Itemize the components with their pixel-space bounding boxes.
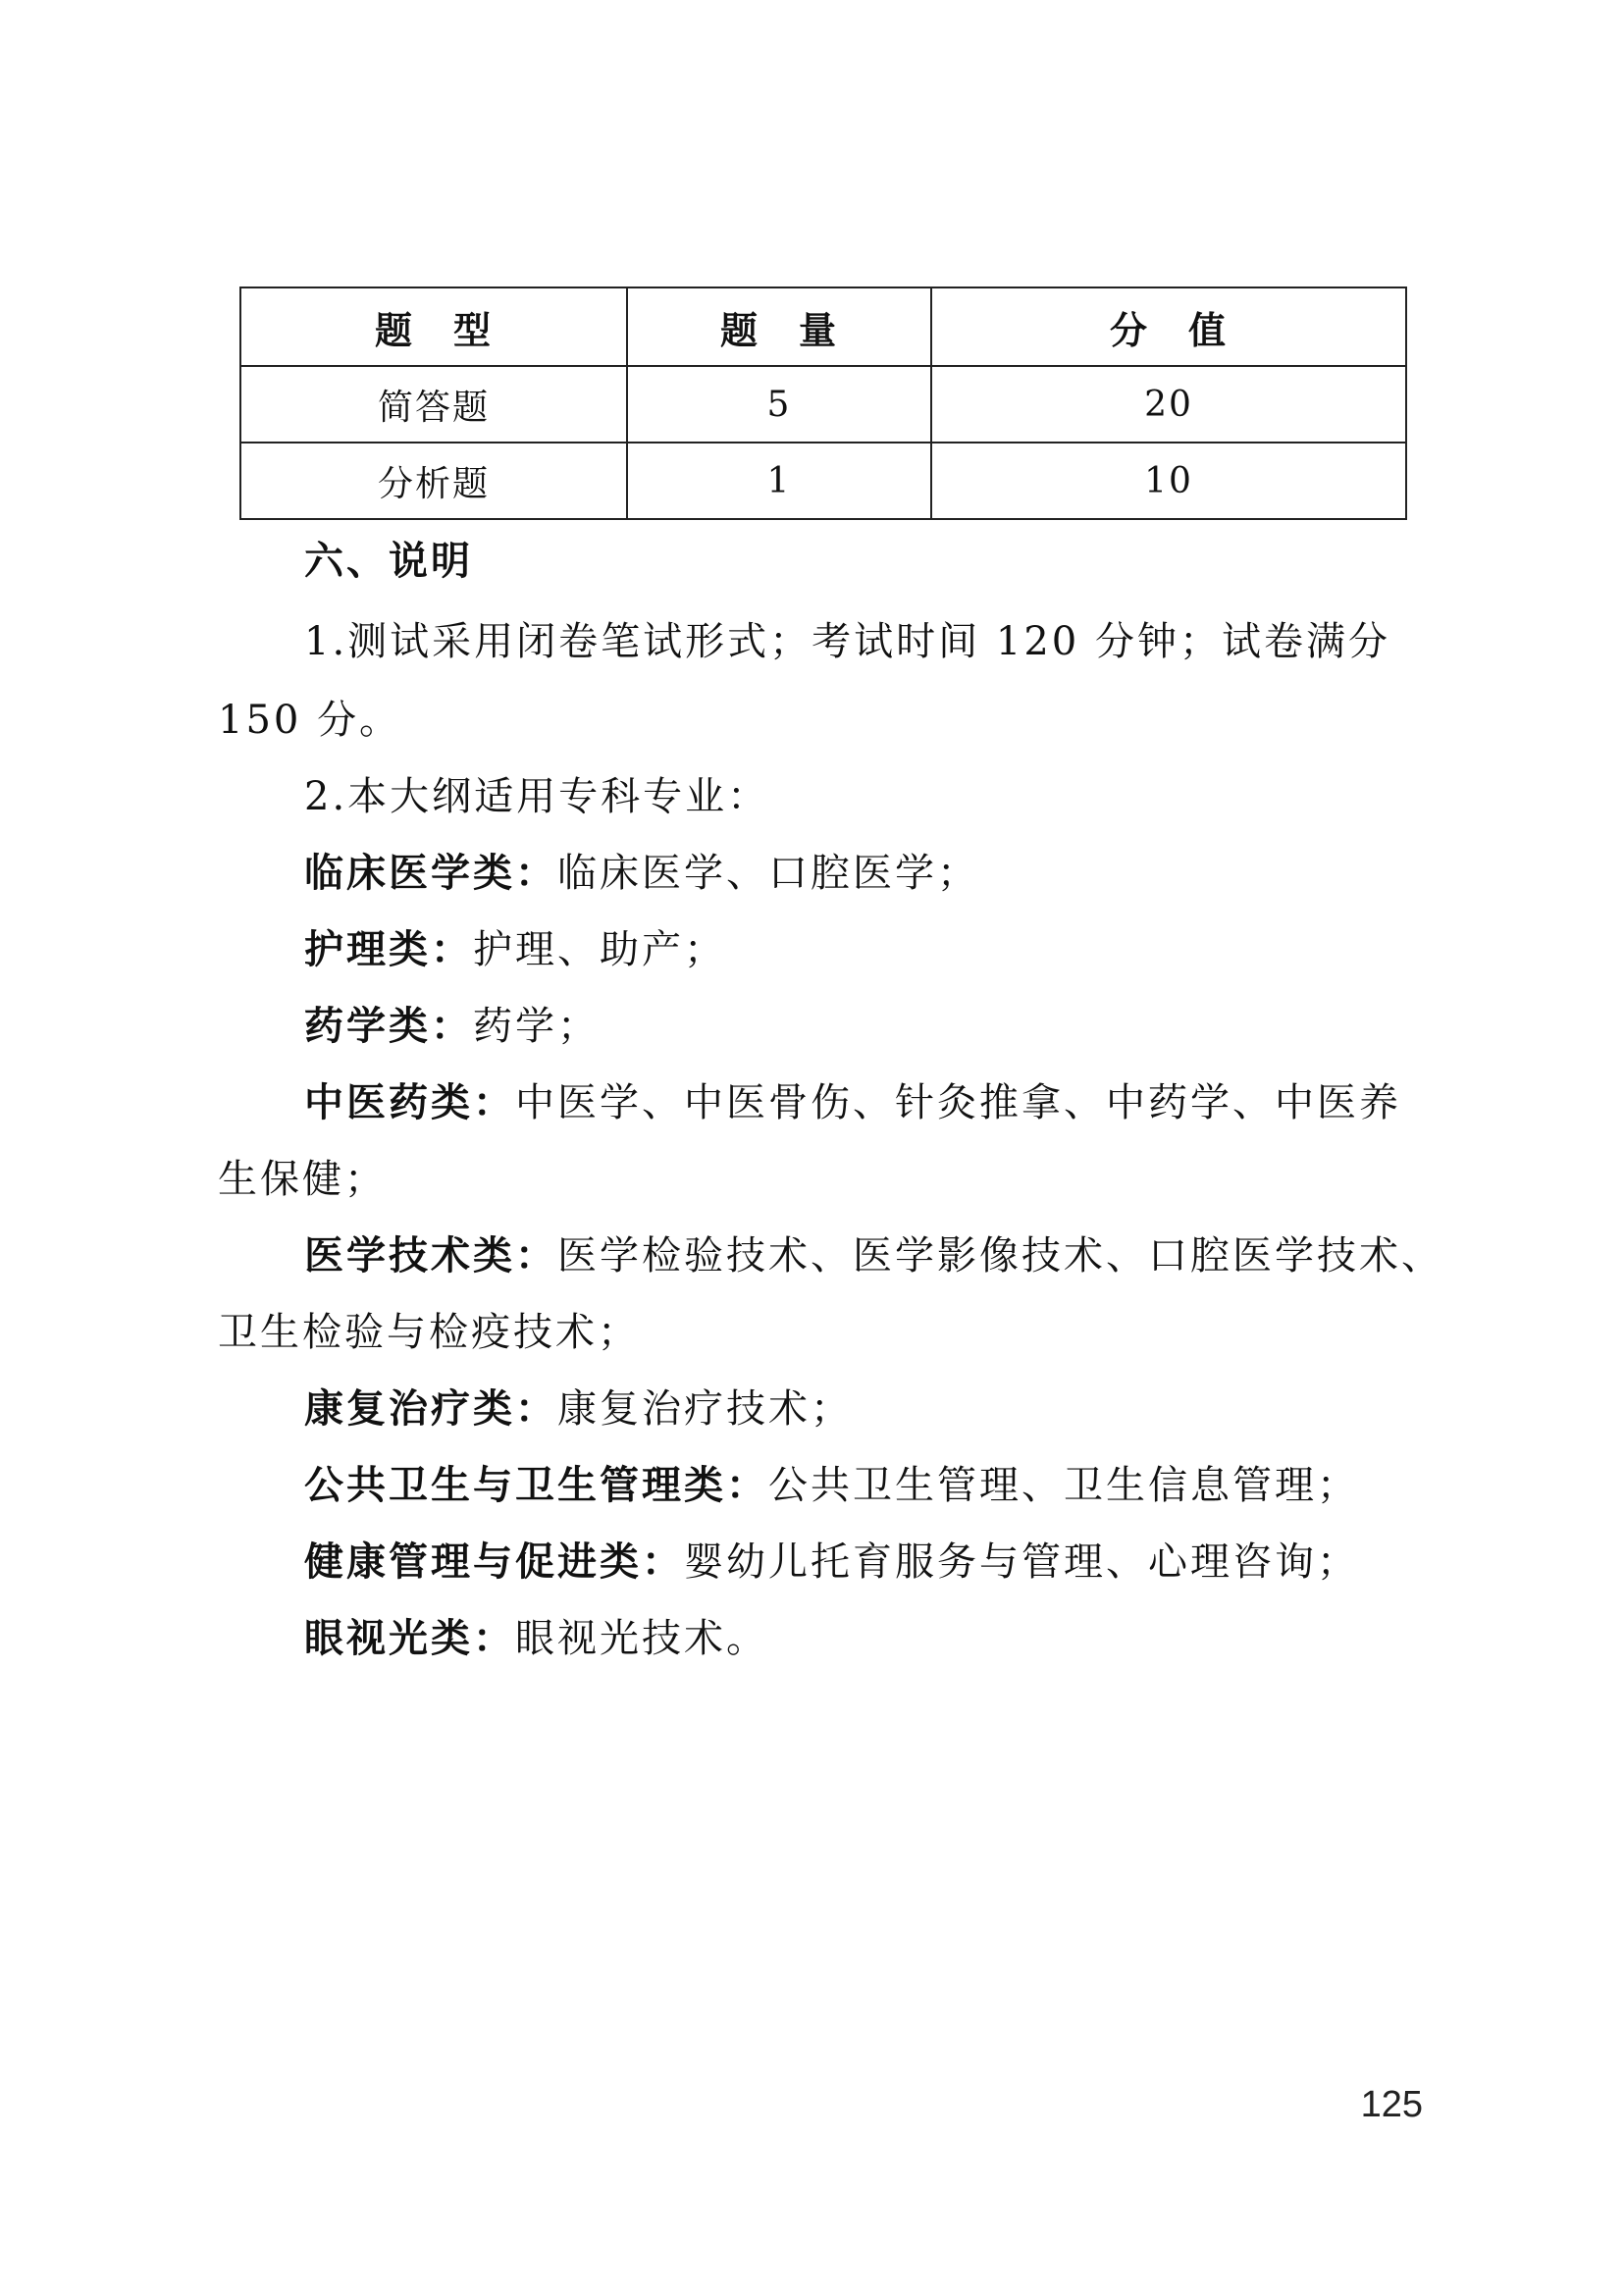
major-content: 护理、助产； bbox=[473, 927, 726, 972]
major-optometry bbox=[304, 1615, 768, 1662]
major-public-health bbox=[304, 1462, 1359, 1509]
major-tcm bbox=[304, 1079, 1401, 1126]
header-question-count: 题 量 bbox=[627, 287, 931, 366]
major-category: 医学技术类： bbox=[304, 1232, 557, 1278]
major-content: 婴幼儿托育服务与管理、心理咨询； bbox=[684, 1539, 1359, 1585]
major-content: 临床医学、口腔医学； bbox=[557, 851, 979, 896]
major-category: 健康管理与促进类： bbox=[304, 1539, 684, 1585]
major-category: 药学类： bbox=[304, 1003, 473, 1049]
section-heading: 六、说明 bbox=[304, 538, 473, 584]
major-category: 眼视光类： bbox=[304, 1615, 515, 1661]
cell-type: 简答题 bbox=[240, 366, 627, 443]
major-content: 医学检验技术、医学影像技术、口腔医学技术、 bbox=[557, 1233, 1443, 1278]
major-category: 公共卫生与卫生管理类： bbox=[304, 1462, 768, 1508]
major-medical-tech bbox=[304, 1232, 1443, 1279]
cell-type: 分析题 bbox=[240, 443, 627, 519]
major-content: 药学； bbox=[473, 1004, 600, 1049]
item2-text: 2.本大纲适用专科专业： bbox=[304, 774, 770, 819]
major-category: 护理类： bbox=[304, 926, 473, 972]
cell-score: 20 bbox=[931, 366, 1406, 443]
item1-line1: 1.测试采用闭卷笔试形式；考试时间 120 分钟；试卷满分 bbox=[304, 619, 1390, 664]
table-row bbox=[240, 366, 1406, 443]
major-pharmacy bbox=[304, 1003, 600, 1050]
major-content: 公共卫生管理、卫生信息管理； bbox=[768, 1463, 1359, 1508]
major-content: 康复治疗技术； bbox=[557, 1386, 853, 1432]
cell-count: 5 bbox=[627, 366, 931, 443]
table-header-row bbox=[240, 287, 1406, 366]
major-clinical bbox=[304, 850, 979, 897]
major-health-management bbox=[304, 1539, 1359, 1586]
major-medical-tech-continuation: 卫生检验与检疫技术； bbox=[218, 1310, 640, 1355]
item1-line2: 150 分。 bbox=[218, 698, 402, 743]
major-category: 临床医学类： bbox=[304, 850, 557, 896]
major-rehab bbox=[304, 1385, 853, 1433]
major-category: 康复治疗类： bbox=[304, 1385, 557, 1432]
major-tcm-continuation: 生保健； bbox=[218, 1157, 387, 1202]
page-number: 125 bbox=[1360, 2084, 1423, 2125]
question-type-table bbox=[239, 287, 1407, 520]
major-category: 中医药类： bbox=[304, 1079, 515, 1125]
cell-count: 1 bbox=[627, 443, 931, 519]
header-score: 分 值 bbox=[931, 287, 1406, 366]
major-content: 眼视光技术。 bbox=[515, 1616, 768, 1661]
major-nursing bbox=[304, 926, 726, 973]
table-row bbox=[240, 443, 1406, 519]
header-question-type: 题 型 bbox=[240, 287, 627, 366]
cell-score: 10 bbox=[931, 443, 1406, 519]
major-content: 中医学、中医骨伤、针灸推拿、中药学、中医养 bbox=[515, 1080, 1401, 1125]
